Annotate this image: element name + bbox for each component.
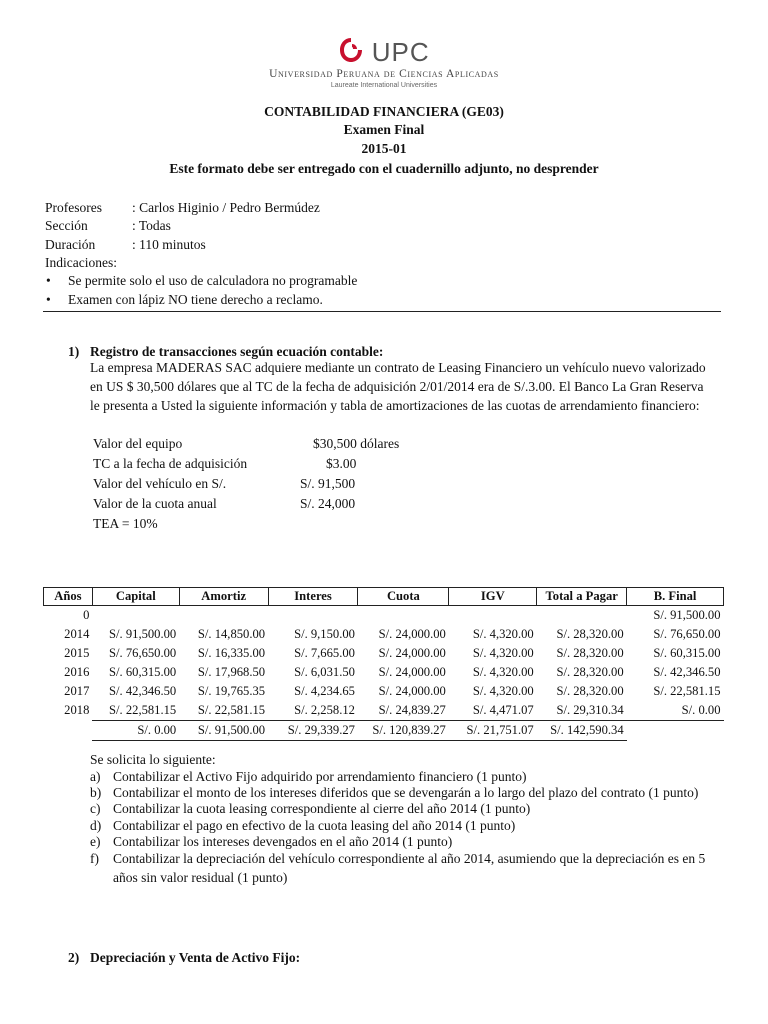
request-letter: f) xyxy=(90,851,99,866)
table-cell xyxy=(449,606,537,626)
table-cell: S/. 7,665.00 xyxy=(294,646,355,660)
table-cell: S/. 76,650.00 xyxy=(109,646,177,660)
table-cell: S/. 4,234.65 xyxy=(294,684,355,698)
table-row xyxy=(44,625,724,644)
table-cell: S/. 22,581.15 xyxy=(179,701,268,721)
total-cell: S/. 21,751.07 xyxy=(449,721,537,741)
table-cell: S/. 0.00 xyxy=(627,701,724,721)
question-1-line: La empresa MADERAS SAC adquiere mediante un contrato de Leasing Financiero un vehículo nuevo valorizado xyxy=(90,360,706,375)
total-cell: S/. 91,500.00 xyxy=(179,721,268,741)
table-cell: S/. 24,000.00 xyxy=(378,665,446,679)
logo-network: Laureate International Universities xyxy=(330,82,438,89)
indication-item: Se permite solo el uso de calculadora no programable xyxy=(68,273,358,288)
request-text: Contabilizar el monto de los intereses diferidos que se devengarán a lo largo del plazo del contrato (1 punto) xyxy=(113,785,699,800)
table-cell: 2018 xyxy=(64,703,90,718)
total-cell: S/. 0.00 xyxy=(92,721,179,741)
question-1-number: 1) xyxy=(68,344,80,359)
column-header: Años xyxy=(44,588,93,606)
fact-value: $3.00 xyxy=(326,456,357,471)
fact-label: TC a la fecha de adquisición xyxy=(93,456,248,471)
column-header: Cuota xyxy=(358,588,449,606)
table-row xyxy=(44,682,724,701)
question-2-title: Depreciación y Venta de Activo Fijo: xyxy=(90,950,301,965)
table-cell: S/. 4,320.00 xyxy=(472,627,534,641)
exam-title: Examen Final xyxy=(343,122,425,137)
logo-name: UPC xyxy=(371,36,430,67)
request-text: Contabilizar los intereses devengados en el año 2014 (1 punto) xyxy=(113,834,453,849)
table-cell: 2014 xyxy=(64,627,90,641)
table-cell: S/. 4,320.00 xyxy=(472,684,534,698)
request-text: Contabilizar el Activo Fijo adquirido por arrendamiento financiero (1 punto) xyxy=(113,769,527,784)
table-row xyxy=(44,663,724,682)
table-cell xyxy=(627,721,724,741)
fact-label: Valor de la cuota anual xyxy=(93,496,217,511)
request-letter: d) xyxy=(90,818,102,833)
table-cell: S/. 28,320.00 xyxy=(556,627,624,641)
bullet-icon: • xyxy=(46,273,51,288)
table-header-row xyxy=(44,588,724,606)
table-totals-row xyxy=(44,721,724,741)
table-cell: S/. 14,850.00 xyxy=(197,627,266,641)
table-cell: S/. 4,320.00 xyxy=(472,646,534,660)
meta-value-section: : Todas xyxy=(132,218,171,233)
upc-logo xyxy=(0,36,768,68)
request-letter: a) xyxy=(90,769,101,784)
fact-value: S/. 24,000 xyxy=(300,496,356,511)
request-text: Contabilizar el pago en efectivo de la cuota leasing del año 2014 (1 punto) xyxy=(113,818,516,833)
total-cell: S/. 142,590.34 xyxy=(537,721,627,741)
course-title: CONTABILIDAD FINANCIERA (GE03) xyxy=(264,104,504,119)
table-cell xyxy=(179,606,268,626)
table-cell: S/. 91,500.00 xyxy=(653,608,721,622)
meta-value-duration: : 110 minutos xyxy=(132,237,206,252)
fact-value: S/. 91,500 xyxy=(300,476,356,491)
table-cell: S/. 2,258.12 xyxy=(268,701,358,721)
exam-notice: Este formato debe ser entregado con el cuadernillo adjunto, no desprender xyxy=(169,161,599,176)
table-cell xyxy=(44,721,93,741)
fact-value: $30,500 dólares xyxy=(313,436,400,451)
table-cell: 2015 xyxy=(64,646,90,660)
meta-label-duration: Duración xyxy=(45,237,96,252)
table-cell: S/. 76,650.00 xyxy=(653,627,721,641)
table-cell xyxy=(537,606,627,626)
table-cell: 0 xyxy=(83,608,90,622)
table-cell xyxy=(92,606,179,626)
logo-university-name: Universidad Peruana de Ciencias Aplicadas xyxy=(269,68,499,80)
requests-title: Se solicita lo siguiente: xyxy=(90,752,216,767)
table-row xyxy=(44,701,724,721)
question-2-number: 2) xyxy=(68,950,80,965)
request-text-continued: años sin valor residual (1 punto) xyxy=(113,870,288,885)
table-cell: S/. 42,346.50 xyxy=(109,684,177,698)
table-cell: S/. 60,315.00 xyxy=(109,665,177,679)
question-1-title: Registro de transacciones según ecuación contable: xyxy=(90,344,384,359)
upc-emblem-icon xyxy=(338,36,364,68)
request-letter: e) xyxy=(90,834,101,849)
table-cell: S/. 16,335.00 xyxy=(197,646,266,660)
meta-label-professors: Profesores xyxy=(45,200,102,215)
table-cell: S/. 6,031.50 xyxy=(294,665,355,679)
table-cell: S/. 4,320.00 xyxy=(472,665,534,679)
table-cell: 2017 xyxy=(64,684,90,698)
column-header: B. Final xyxy=(627,588,724,606)
table-cell: S/. 24,000.00 xyxy=(378,646,446,660)
header-divider xyxy=(43,311,721,312)
table-cell: S/. 19,765.35 xyxy=(197,684,266,698)
column-header: Amortiz xyxy=(179,588,268,606)
table-cell: S/. 22,581.15 xyxy=(92,701,179,721)
fact-label: Valor del vehículo en S/. xyxy=(93,476,227,491)
table-cell: S/. 60,315.00 xyxy=(653,646,721,660)
fact-label: TEA = 10% xyxy=(93,516,158,531)
bullet-icon: • xyxy=(46,292,51,307)
table-cell: S/. 42,346.50 xyxy=(653,665,721,679)
question-1-line: en US $ 30,500 dólares que al TC de la fecha de adquisición 2/01/2014 era de S/.3.00. El Banco La Gran Reserva xyxy=(90,379,704,394)
table-cell: S/. 17,968.50 xyxy=(197,665,266,679)
question-1-line: le presenta a Usted la siguiente información y tabla de amortizaciones de las cuotas de arrendamiento financiero: xyxy=(90,398,700,413)
column-header: Capital xyxy=(92,588,179,606)
total-cell: S/. 120,839.27 xyxy=(358,721,449,741)
request-text: Contabilizar la depreciación del vehículo correspondiente al año 2014, asumiendo que la depreciación es en 5 xyxy=(113,851,706,866)
table-cell: S/. 28,320.00 xyxy=(556,665,624,679)
table-cell: S/. 28,320.00 xyxy=(556,646,624,660)
table-row xyxy=(44,644,724,663)
table-cell: S/. 29,310.34 xyxy=(537,701,627,721)
table-cell: S/. 22,581.15 xyxy=(653,684,721,698)
column-header: IGV xyxy=(449,588,537,606)
table-cell: S/. 24,839.27 xyxy=(358,701,449,721)
request-text: Contabilizar la cuota leasing correspondiente al cierre del año 2014 (1 punto) xyxy=(113,801,531,816)
exam-term: 2015-01 xyxy=(361,141,407,156)
meta-label-section: Sección xyxy=(45,218,88,233)
meta-value-professors: : Carlos Higinio / Pedro Bermúdez xyxy=(132,200,320,215)
table-cell: S/. 91,500.00 xyxy=(109,627,177,641)
table-cell: S/. 9,150.00 xyxy=(294,627,355,641)
table-row xyxy=(44,606,724,626)
table-cell xyxy=(268,606,358,626)
amortization-table xyxy=(43,587,724,741)
indications-title: Indicaciones: xyxy=(45,255,117,270)
table-cell: S/. 28,320.00 xyxy=(556,684,624,698)
table-cell: 2016 xyxy=(64,665,90,679)
column-header: Interes xyxy=(268,588,358,606)
request-letter: c) xyxy=(90,801,101,816)
table-cell: S/. 24,000.00 xyxy=(378,627,446,641)
request-letter: b) xyxy=(90,785,102,800)
fact-label: Valor del equipo xyxy=(93,436,183,451)
table-cell: S/. 4,471.07 xyxy=(449,701,537,721)
indication-item: Examen con lápiz NO tiene derecho a reclamo. xyxy=(68,292,323,307)
table-cell xyxy=(358,606,449,626)
total-cell: S/. 29,339.27 xyxy=(268,721,358,741)
table-cell: S/. 24,000.00 xyxy=(378,684,446,698)
column-header: Total a Pagar xyxy=(537,588,627,606)
